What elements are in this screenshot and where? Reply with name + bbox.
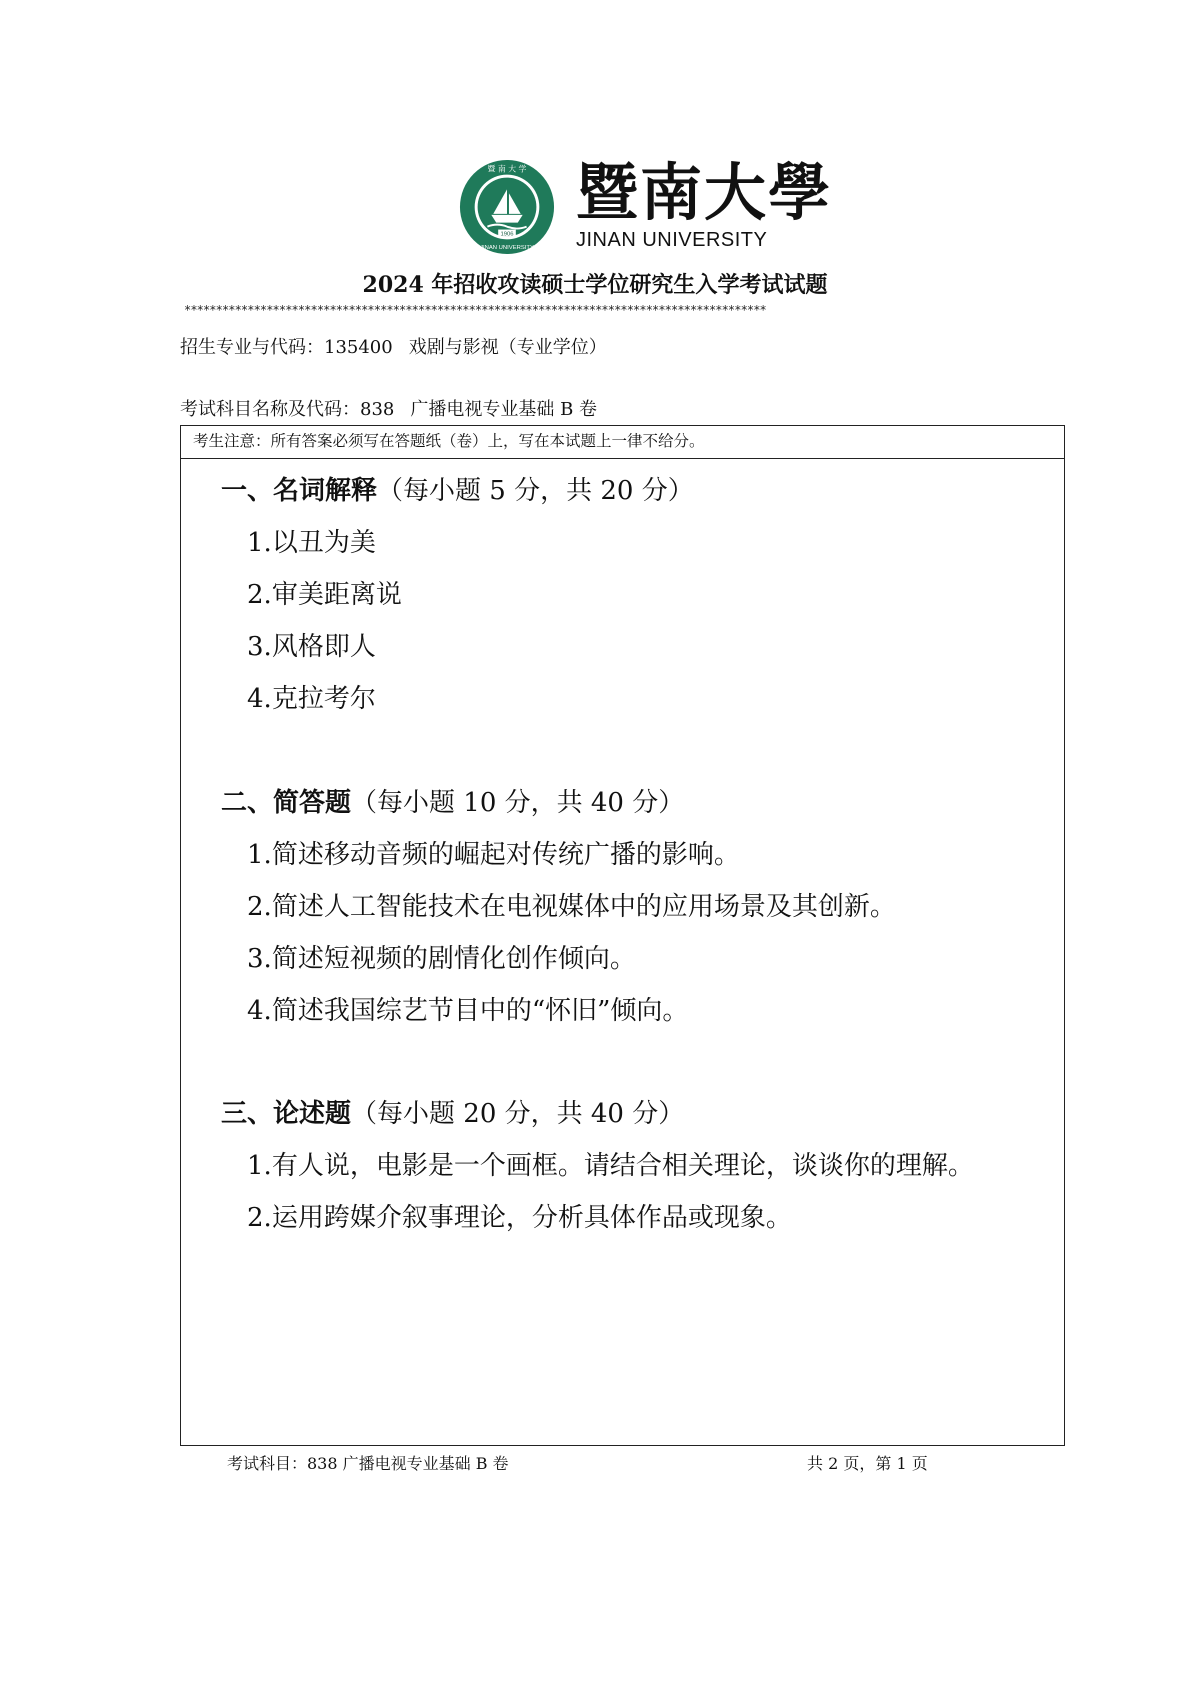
university-wordmark xyxy=(576,156,833,256)
question-item xyxy=(247,523,1041,563)
question-item xyxy=(247,575,1041,615)
section-marks: （每小题 5 分，共 20 分） xyxy=(377,476,694,506)
seal-top-text: 暨 南 大 学 xyxy=(487,164,527,174)
university-seal-icon xyxy=(458,158,556,256)
question-number: 3. xyxy=(247,944,272,974)
seal-bottom-text: JINAN UNIVERSITY xyxy=(480,245,534,252)
section-essay xyxy=(221,1094,1041,1238)
section-label: 二、简答题 xyxy=(221,788,352,818)
section-heading xyxy=(221,471,1041,511)
major-label: 招生专业与代码：135400 xyxy=(180,337,393,358)
question-item xyxy=(247,627,1041,667)
section-label: 一、名词解释 xyxy=(221,476,378,506)
question-item xyxy=(247,1198,1041,1238)
university-logo xyxy=(458,156,833,258)
section-label: 三、论述题 xyxy=(221,1099,352,1129)
university-name-cn: 暨南大學 xyxy=(576,156,833,229)
question-item xyxy=(247,991,1041,1031)
subject-label: 考试科目名称及代码：838 xyxy=(180,399,395,420)
seal-year: 1906 xyxy=(500,231,514,238)
question-text: 运用跨媒介叙事理论，分析具体作品或现象。 xyxy=(271,1203,792,1233)
question-text: 简述移动音频的崛起对传统广播的影响。 xyxy=(271,840,740,870)
subject-name: 广播电视专业基础 B 卷 xyxy=(410,399,598,420)
question-number: 2. xyxy=(247,580,272,610)
question-text: 以丑为美 xyxy=(271,528,376,558)
exam-question-box xyxy=(180,425,1065,1446)
section-short-answer xyxy=(221,783,1041,1031)
major-name: 戏剧与影视（专业学位） xyxy=(408,337,607,358)
footer-page-info: 共 2 页，第 1 页 xyxy=(807,1454,928,1473)
section-marks: （每小题 20 分，共 40 分） xyxy=(351,1099,685,1129)
candidate-notice: 考生注意：所有答案必须写在答题纸（卷）上，写在本试题上一律不给分。 xyxy=(181,426,1064,459)
question-number: 2. xyxy=(247,892,272,922)
question-number: 4. xyxy=(247,684,272,714)
exam-title: 2024 年招收攻读硕士学位研究生入学考试试题 xyxy=(362,272,828,298)
question-text: 简述人工智能技术在电视媒体中的应用场景及其创新。 xyxy=(271,892,896,922)
question-text: 有人说，电影是一个画框。请结合相关理论，谈谈你的理解。 xyxy=(271,1151,974,1181)
question-item xyxy=(247,679,1041,719)
question-text: 风格即人 xyxy=(271,632,376,662)
footer-subject: 考试科目：838 广播电视专业基础 B 卷 xyxy=(227,1454,509,1473)
question-item xyxy=(247,1146,1041,1186)
question-text: 审美距离说 xyxy=(271,580,402,610)
question-item xyxy=(247,835,1041,875)
subject-line xyxy=(180,397,597,423)
question-number: 3. xyxy=(247,632,272,662)
section-heading xyxy=(221,783,1041,823)
question-item xyxy=(247,887,1041,927)
question-text: 简述短视频的剧情化创作倾向。 xyxy=(271,944,636,974)
question-number: 2. xyxy=(247,1203,272,1233)
section-marks: （每小题 10 分，共 40 分） xyxy=(351,788,685,818)
star-divider: ******************************************************************************************** xyxy=(184,304,766,316)
question-text: 克拉考尔 xyxy=(271,684,376,714)
section-heading xyxy=(221,1094,1041,1134)
section-terms xyxy=(221,471,1041,719)
question-number: 1. xyxy=(247,528,272,558)
question-item xyxy=(247,939,1041,979)
major-line xyxy=(180,335,607,361)
question-number: 1. xyxy=(247,1151,272,1181)
question-text: 简述我国综艺节目中的“怀旧”倾向。 xyxy=(271,996,689,1026)
question-number: 4. xyxy=(247,996,272,1026)
question-number: 1. xyxy=(247,840,272,870)
university-name-en: JINAN UNIVERSITY xyxy=(576,229,768,251)
